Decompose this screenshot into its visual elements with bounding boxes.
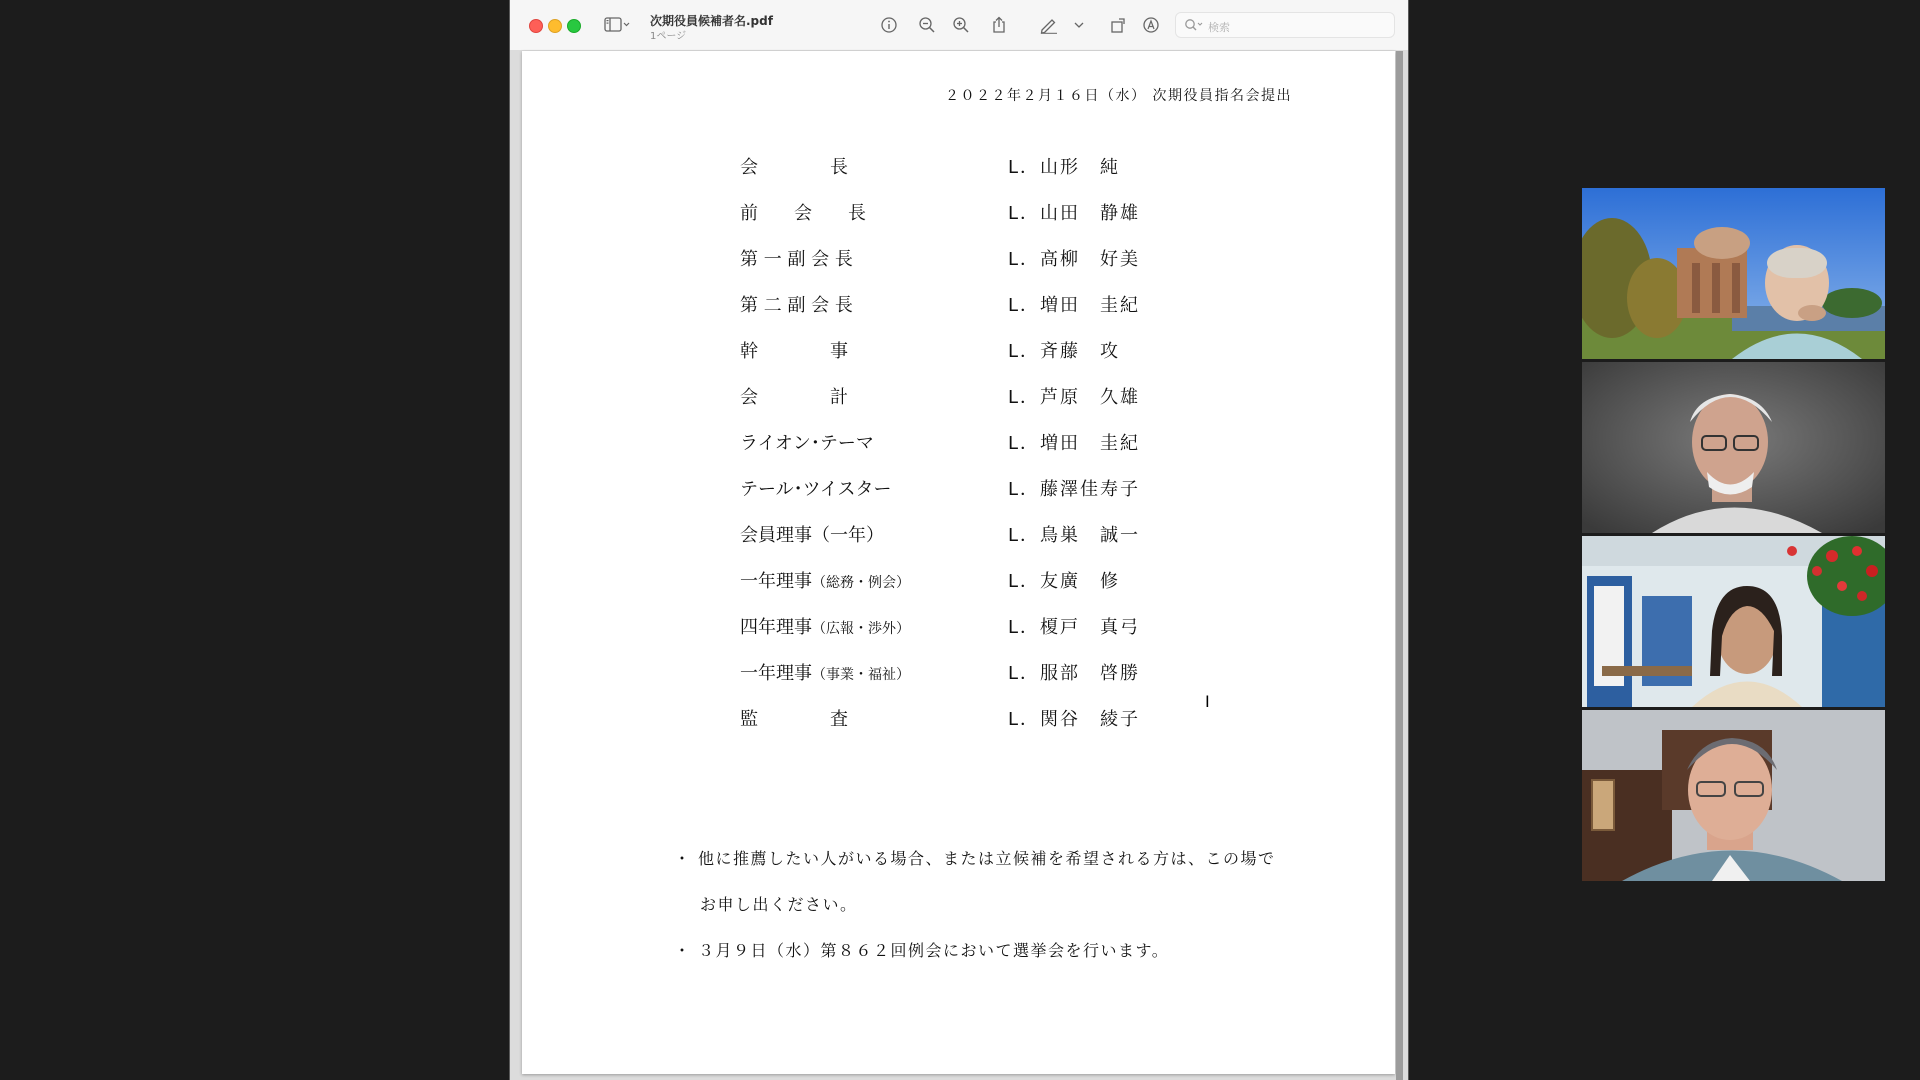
candidate-name: L．榎戸 真弓 [1008,617,1141,638]
preview-window [510,0,1408,1080]
role-duties: （広報・渉外） [812,621,910,637]
note-bullet: ・ [674,849,691,868]
role-label: 会員理事（一年） [740,525,884,546]
role-label: テール･ツイスター [740,479,892,500]
participant-video-1 [1582,188,1885,359]
note-bullet: ・ [674,941,691,960]
candidate-name: L．藤澤佳寿子 [1008,479,1141,500]
info-icon [880,16,898,34]
role-label: 会 計 [740,387,848,408]
submission-date-line: ２０２２年２月１６日（水） 次期役員指名会提出 [945,88,1292,104]
note-text: 他に推薦したい人がいる場合、または立候補を希望される方は、この場で [698,849,1276,868]
annotate-icon [1142,16,1160,34]
document-view[interactable] [510,51,1408,1080]
video-tile-1[interactable] [1582,188,1885,359]
roster-row [740,475,1160,505]
roster-row [740,153,1160,183]
rotate-button[interactable] [1107,14,1129,36]
role-label: 一年理事（総務・例会） [740,571,910,592]
candidate-name: L．服部 啓勝 [1008,663,1141,684]
candidate-name: L．高柳 好美 [1008,249,1141,270]
candidate-name: L．斉藤 攻 [1008,341,1121,362]
video-tile-3[interactable] [1582,536,1885,707]
roster-row [740,659,1160,689]
zoom-out-button[interactable] [916,14,938,36]
close-window-button[interactable] [529,19,543,33]
document-page-count: 1ページ [650,31,687,42]
candidate-name: L．山形 純 [1008,157,1121,178]
role-label: 会 長 [740,157,848,178]
annotate-button[interactable] [1140,14,1162,36]
candidate-name: L．山田 静雄 [1008,203,1141,224]
zoom-in-button[interactable] [950,14,972,36]
text-cursor-icon: I [1205,692,1210,711]
share-icon [990,16,1008,34]
role-label: 幹 事 [740,341,848,362]
roster-row [740,613,1160,643]
roster-row [740,337,1160,367]
window-titlebar [510,0,1408,51]
candidate-name: L．関谷 綾子 [1008,709,1141,730]
role-label: 一年理事（事業・福祉） [740,663,910,684]
candidate-name: L．芦原 久雄 [1008,387,1141,408]
search-icon [1184,18,1204,32]
participant-video-3 [1582,536,1885,707]
role-label: ライオン･テーマ [740,433,874,454]
note-text: ３月９日（水）第８６２回例会において選挙会を行います。 [698,941,1170,960]
note-text: お申し出ください。 [700,895,858,914]
roster-row [740,429,1160,459]
markup-button[interactable] [1038,14,1060,36]
roster-row [740,567,1160,597]
roster-row [740,705,1160,735]
pdf-page [522,51,1395,1074]
participant-video-2 [1582,362,1885,533]
candidate-name: L．増田 圭紀 [1008,433,1141,454]
candidate-name: L．鳥巣 誠一 [1008,525,1141,546]
role-label: 前 会 長 [740,203,866,224]
window-right-edge [1396,51,1403,1080]
zoom-out-icon [918,16,936,34]
zoom-in-icon [952,16,970,34]
roster-row [740,521,1160,551]
search-field[interactable] [1175,12,1395,38]
markup-pen-icon [1039,16,1059,34]
candidate-name: L．友廣 修 [1008,571,1121,592]
participant-video-4 [1582,710,1885,881]
role-label: 四年理事（広報・渉外） [740,617,910,638]
markup-menu-button[interactable] [1072,14,1086,36]
sidebar-icon [604,16,632,34]
role-duties: （事業・福祉） [812,667,910,683]
maximize-window-button[interactable] [567,19,581,33]
video-tile-4[interactable] [1582,710,1885,881]
minimize-window-button[interactable] [548,19,562,33]
sidebar-toggle-button[interactable] [604,16,632,34]
rotate-icon [1109,16,1127,34]
chevron-down-icon [1074,21,1084,29]
document-title: 次期役員候補者名.pdf [650,14,773,28]
info-button[interactable] [878,14,900,36]
role-label: 第 二 副 会 長 [740,295,853,316]
role-label: 第 一 副 会 長 [740,249,853,270]
candidate-name: L．増田 圭紀 [1008,295,1141,316]
roster-row [740,291,1160,321]
roster-row [740,245,1160,275]
share-button[interactable] [988,14,1010,36]
roster-row [740,383,1160,413]
video-tile-2[interactable] [1582,362,1885,533]
role-duties: （総務・例会） [812,575,910,591]
search-placeholder: 検索 [1208,21,1230,34]
role-label: 監 査 [740,709,848,730]
roster-row [740,199,1160,229]
